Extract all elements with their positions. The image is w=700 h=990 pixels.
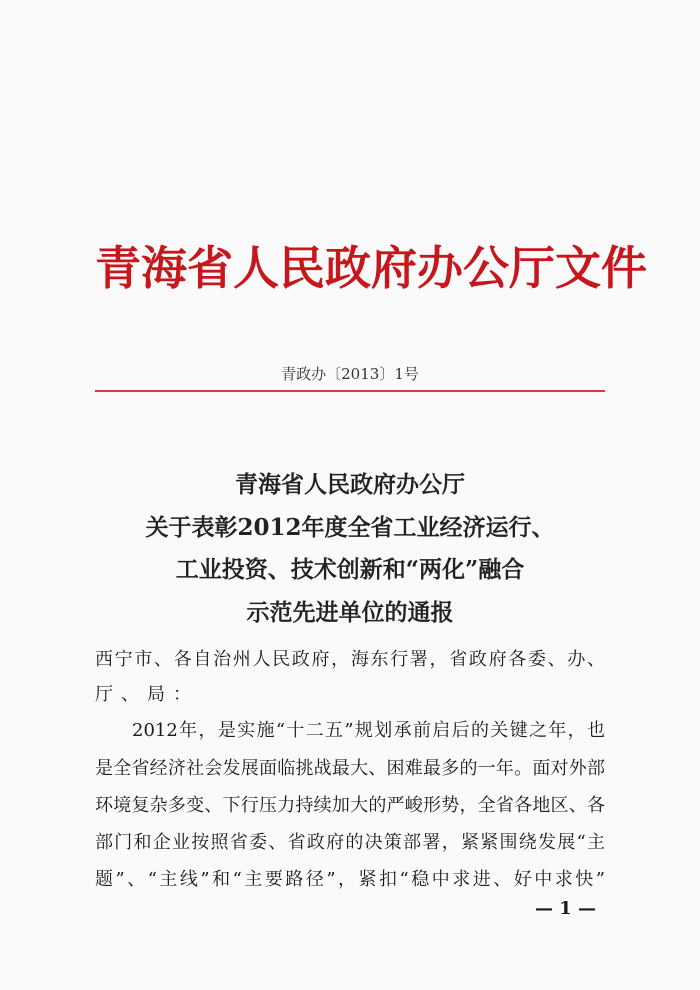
document-number: 青政办〔2013〕1号: [281, 365, 419, 383]
document-title-line: 关于表彰2012年度全省工业经济运行、: [145, 514, 555, 541]
addressee-line: 厅、局：: [95, 684, 199, 705]
red-divider-line: [95, 390, 605, 392]
document-title-line: 示范先进单位的通报: [246, 599, 454, 626]
document-title-line: 工业投资、技术创新和“两化”融合: [175, 556, 525, 583]
document-masthead: 青海省人民政府办公厅文件: [95, 241, 647, 295]
body-line: 题”、“主线”和“主要路径”，紧扣“稳中求进、好中求快”: [95, 869, 605, 890]
page-number: — 1 —: [535, 898, 597, 919]
body-line: 环境复杂多变、下行压力持续加大的严峻形势，全省各地区、各: [95, 795, 605, 816]
body-line: 2012年，是实施“十二五”规划承前启后的关键之年，也: [132, 720, 605, 741]
addressee-line: 西宁市、各自治州人民政府，海东行署，省政府各委、办、: [95, 649, 605, 670]
document-title-line: 青海省人民政府办公厅: [235, 471, 465, 498]
body-line: 部门和企业按照省委、省政府的决策部署，紧紧围绕发展“主: [95, 832, 605, 853]
body-line: 是全省经济社会发展面临挑战最大、困难最多的一年。面对外部: [95, 758, 605, 779]
